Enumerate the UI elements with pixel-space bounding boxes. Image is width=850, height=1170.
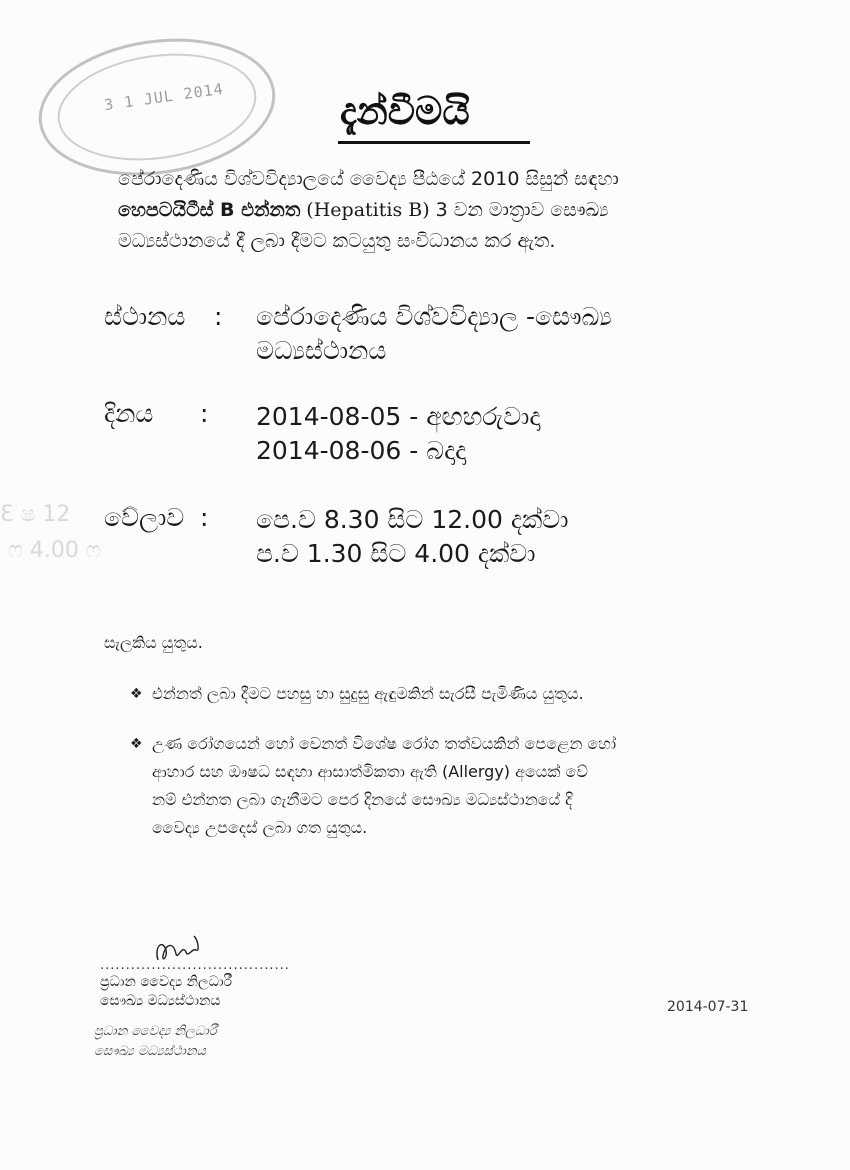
note-line: වෛද්‍ය උපදෙස් ලබා ගත යුතුය. xyxy=(152,818,368,837)
time-colon: : xyxy=(200,503,209,532)
signatory-office: සෞඛ්‍ය මධ්‍යස්ථානය xyxy=(100,993,221,1009)
bullet-icon: ❖ xyxy=(130,686,143,702)
signatory-title: ප්‍රධාන වෛද්‍ය නිලධාරී xyxy=(100,974,233,990)
note-item xyxy=(130,680,770,708)
intro-paragraph xyxy=(118,164,778,257)
intro-line xyxy=(118,195,778,226)
seal-office: සෞඛ්‍ය මධ්‍යස්ථානය xyxy=(94,1044,206,1059)
intro-line: පේරාදෙණිය විශ්වවිද්‍යාලයේ වෛද්‍ය පීඨයේ 2010 සිසුන් සඳහා xyxy=(118,168,619,190)
date-label: දිනය xyxy=(104,399,154,428)
location-value: මධ්‍යස්ථානය xyxy=(256,336,387,365)
stamp-inner-ring xyxy=(51,42,264,173)
stamp-date: 3 1 JUL 2014 xyxy=(103,79,225,115)
title-underline xyxy=(338,141,530,144)
date-value: 2014-08-06 - බදාදා xyxy=(256,436,467,465)
seal-title: ප්‍රධාන වෛද්‍ය නිලධාරී xyxy=(94,1024,217,1039)
note-line: නම් එන්නත ලබා ගැනීමට පෙර දිනයේ සෞඛ්‍ය මධ්‍යස්ථානයේ දි xyxy=(152,790,573,809)
time-value: පෙ.ව 8.30 සිට 12.00 දක්වා xyxy=(256,505,569,534)
notes-title: සැලකිය යුතුය. xyxy=(104,633,203,652)
location-label: ස්ථානය xyxy=(104,302,186,331)
location-colon: : xyxy=(214,302,223,331)
location-value: පේරාදෙණිය විශ්වවිද්‍යාල -සෞඛ්‍ය xyxy=(256,302,612,331)
note-line: උණ රෝගයෙන් හෝ වෙනත් විශේෂ රෝග තත්වයකින් පෙළෙන හෝ xyxy=(152,734,617,753)
date-value: 2014-08-05 - අඟහරුවාදා xyxy=(256,402,541,431)
document-date: 2014-07-31 xyxy=(667,999,749,1015)
vaccine-name: හෙපටයිටීස් B එන්නත xyxy=(118,199,301,221)
note-text xyxy=(130,730,770,842)
page-title: දැන්වීමයි xyxy=(340,88,470,133)
time-value: ප.ව 1.30 සිට 4.00 දක්වා xyxy=(256,539,536,568)
note-text xyxy=(130,680,770,708)
note-line: ආහාර සහ ඖෂධ සඳහා ආසාත්මිකතා ඇති (Allergy) අයෙක් වේ xyxy=(152,762,588,781)
note-line: එන්නත් ලබා දීමට පහසු හා සුදුසු ඇඳුමකින් සැරසී පැමිණිය යුතුය. xyxy=(152,684,584,703)
vaccine-english-name: (Hepatitis B) xyxy=(300,199,436,221)
dose-text: 3 වන මාත්‍රාව සෞඛ්‍ය xyxy=(435,199,609,221)
signature-line: ..................................... xyxy=(100,958,290,973)
time-label: වේලාව xyxy=(104,503,185,532)
intro-line: මධ්‍යස්ථානයේ දී ලබා දීමට කටයුතු සංවිධානය කර ඇත. xyxy=(118,230,556,252)
note-item xyxy=(130,730,770,842)
date-colon: : xyxy=(200,399,209,428)
reverse-bleed-text: ෆ 4.00 ෆ xyxy=(8,538,101,563)
reverse-bleed-text: Ԑ ෂ 12 xyxy=(0,502,71,527)
bullet-icon: ❖ xyxy=(130,736,143,752)
